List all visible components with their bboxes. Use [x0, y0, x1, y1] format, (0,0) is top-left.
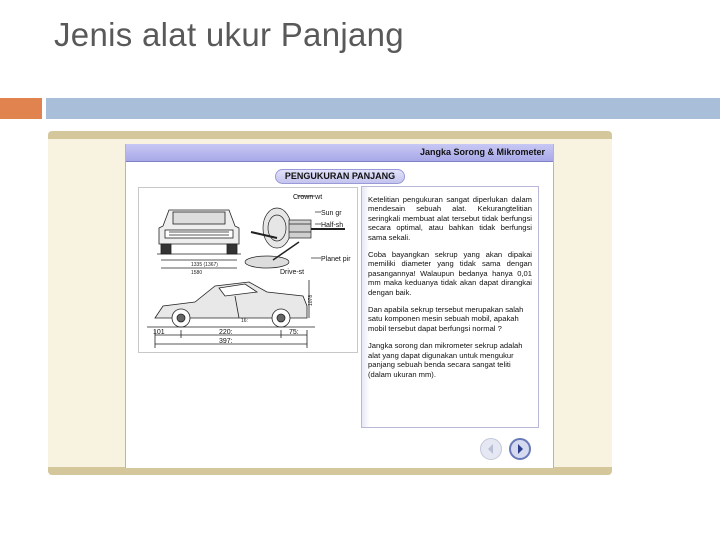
next-button[interactable] [509, 438, 531, 460]
label-crown-wheel: Crown wt [293, 194, 323, 201]
slide-title: Jenis alat ukur Panjang [54, 16, 404, 53]
dim-front-width-2: 1580 [191, 270, 203, 276]
label-drive-shaft: Drive-st [280, 269, 305, 276]
car-diagram-svg [139, 188, 359, 354]
dim-rear-overhang: 75: [289, 329, 299, 336]
arrow-right-icon [514, 443, 526, 455]
paragraph-precision: Ketelitian pengukuran sangat diperlukan dalam mendesain sebuah alat. Kekurangtelitian seringkali membuat alat tersebut tidak berfungsi secara optimal, atau bahkan tidak berfungsi sama sekali. [368, 195, 532, 242]
paragraph-engine-question: Dan apabila sekrup tersebut merupakan salah satu komponen mesin sebuah mobil, apakah mobil tersebut dapat berfungsi normal ? [368, 305, 524, 333]
section-label: PENGUKURAN PANJANG [275, 169, 405, 184]
app-header-title: Jangka Sorong & Mikrometer [419, 147, 545, 157]
prev-button[interactable] [480, 438, 502, 460]
learning-app-window [125, 144, 554, 468]
paragraph-measuring-tools: Jangka sorong dan mikrometer sekrup adalah alat yang dapat digunakan untuk mengukur panjang sebuah benda secara sangat teliti (dalam ukuran mm). [368, 341, 523, 379]
app-header [126, 144, 553, 162]
dim-front-width-1: 1335 (1367) [191, 262, 218, 268]
dim-height: 1078 [308, 294, 314, 306]
dim-wheelbase: 220: [219, 329, 233, 336]
explanation-text-panel [361, 186, 539, 428]
label-sun-gear: Sun gr [321, 210, 342, 217]
car-diagram-figure [138, 187, 358, 353]
arrow-left-icon [485, 443, 497, 455]
accent-bar-blue [46, 98, 720, 119]
dim-ground-clearance: 16: [241, 318, 248, 324]
label-planet-pinion: Planet pir [321, 256, 351, 263]
paragraph-screw-example: Coba bayangkan sekrup yang akan dipakai memiliki diameter yang tidak sama dengan pasangannya! Walaupun bedanya hanya 0,01 mm maka keduanya tidak akan dapat dirangkai dengan baik. [368, 250, 532, 297]
dim-length: 397: [219, 338, 233, 345]
label-half-shaft: Half-sh [321, 222, 344, 229]
dim-front-overhang: 101 [153, 329, 165, 336]
car-front-view [157, 210, 241, 268]
accent-bar-orange [0, 98, 42, 119]
